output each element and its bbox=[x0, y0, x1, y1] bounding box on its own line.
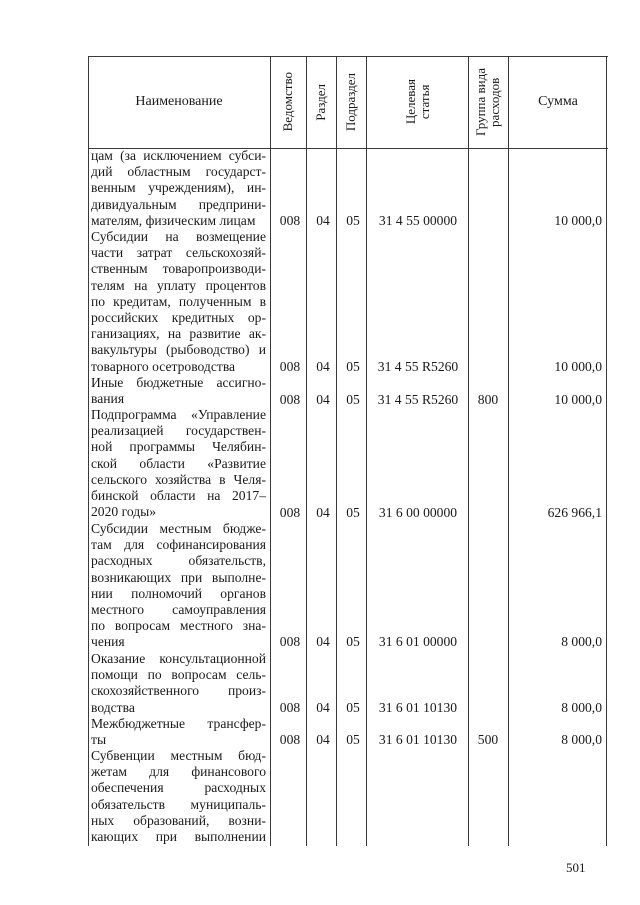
celevaya-statya-cell: 31 4 55 R5260 bbox=[377, 392, 459, 407]
table-row-description: цам (за исключением субси- дий областным государст- венным учреждениям), ин- дивидуальным предприни- мателям, физическим лицам bbox=[91, 148, 266, 228]
vedomstvo-cell: 008 bbox=[279, 359, 301, 374]
col-border-raz bbox=[336, 56, 337, 846]
table-row-description: Иные бюджетные ассигно- вания bbox=[91, 375, 266, 407]
summa-cell: 626 966,1 bbox=[547, 505, 602, 520]
col-border-right bbox=[606, 56, 607, 846]
podrazdel-cell: 05 bbox=[346, 732, 360, 747]
celevaya-statya-cell: 31 6 01 10130 bbox=[378, 732, 458, 747]
header-celevaya-statya: Целевая статья bbox=[403, 79, 432, 125]
razdel-cell: 04 bbox=[316, 634, 330, 649]
podrazdel-cell: 05 bbox=[346, 700, 360, 715]
vedomstvo-cell: 008 bbox=[279, 213, 301, 228]
table-row-description: Межбюджетные трансфер- ты bbox=[91, 716, 266, 748]
gruppa-cell: 500 bbox=[477, 732, 499, 747]
razdel-cell: 04 bbox=[316, 392, 330, 407]
header-razdel: Раздел bbox=[313, 83, 328, 121]
summa-cell: 8 000,0 bbox=[561, 634, 602, 649]
col-border-ved bbox=[306, 56, 307, 846]
celevaya-statya-cell: 31 6 00 00000 bbox=[378, 505, 458, 520]
celevaya-statya-cell: 31 4 55 R5260 bbox=[377, 359, 459, 374]
podrazdel-cell: 05 bbox=[346, 634, 360, 649]
header-gruppa-vida-rashodov: Группа вида расходов bbox=[473, 68, 502, 136]
podrazdel-cell: 05 bbox=[346, 359, 360, 374]
podrazdel-cell: 05 bbox=[346, 392, 360, 407]
celevaya-statya-cell: 31 4 55 00000 bbox=[378, 213, 458, 228]
page-number: 501 bbox=[566, 860, 586, 875]
header-podrazdel: Подраздел bbox=[343, 72, 358, 132]
razdel-cell: 04 bbox=[316, 700, 330, 715]
podrazdel-cell: 05 bbox=[346, 505, 360, 520]
razdel-cell: 04 bbox=[316, 505, 330, 520]
gruppa-cell: 800 bbox=[477, 392, 499, 407]
header-name: Наименование bbox=[135, 94, 223, 109]
razdel-cell: 04 bbox=[316, 732, 330, 747]
summa-cell: 8 000,0 bbox=[561, 700, 602, 715]
podrazdel-cell: 05 bbox=[346, 213, 360, 228]
table-row-description: Оказание консультационной помощи по вопросам сель- скохозяйственного произ- водства bbox=[91, 651, 266, 715]
celevaya-statya-cell: 31 6 01 10130 bbox=[378, 700, 458, 715]
table-row-description: Субвенции местным бюд- жетам для финансового обеспечения расходных обязательств муниципаль- ных образований, возни- кающих при выполнении bbox=[91, 748, 266, 845]
header-summa: Сумма bbox=[538, 94, 578, 109]
col-border-grp bbox=[508, 56, 509, 846]
vedomstvo-cell: 008 bbox=[279, 700, 301, 715]
summa-cell: 8 000,0 bbox=[561, 732, 602, 747]
header-vedomstvo: Ведомство bbox=[280, 72, 295, 132]
summa-cell: 10 000,0 bbox=[554, 392, 602, 407]
summa-cell: 10 000,0 bbox=[554, 359, 602, 374]
col-border-pod bbox=[366, 56, 367, 846]
razdel-cell: 04 bbox=[316, 213, 330, 228]
col-border-cel bbox=[468, 56, 469, 846]
vedomstvo-cell: 008 bbox=[279, 732, 301, 747]
table-row-description: Субсидии на возмещение части затрат сельскохозяй- ственным товаропроизводи- телям на уплату процентов по кредитам, полученным в российских кредитных ор- ганизациях, на развитие ак- вакультуры (рыбоводство) и товарного осетроводства bbox=[91, 229, 266, 374]
table-row-description: Субсидии местным бюдже- там для софинансирования расходных обязательств, возникающих при выполне- нии полномочий органов местного самоуправления по вопросам местного зна- чения bbox=[91, 521, 266, 650]
razdel-cell: 04 bbox=[316, 359, 330, 374]
col-border-name bbox=[270, 56, 271, 846]
vedomstvo-cell: 008 bbox=[279, 505, 301, 520]
summa-cell: 10 000,0 bbox=[554, 213, 602, 228]
table-row-description: Подпрограмма «Управление реализацией государствен- ной программы Челябин- ской области «Развитие сельского хозяйства в Челя- бинской области на 2017– 2020 годы» bbox=[91, 407, 266, 520]
vedomstvo-cell: 008 bbox=[279, 392, 301, 407]
celevaya-statya-cell: 31 6 01 00000 bbox=[378, 634, 458, 649]
col-border-left bbox=[88, 56, 89, 846]
vedomstvo-cell: 008 bbox=[279, 634, 301, 649]
